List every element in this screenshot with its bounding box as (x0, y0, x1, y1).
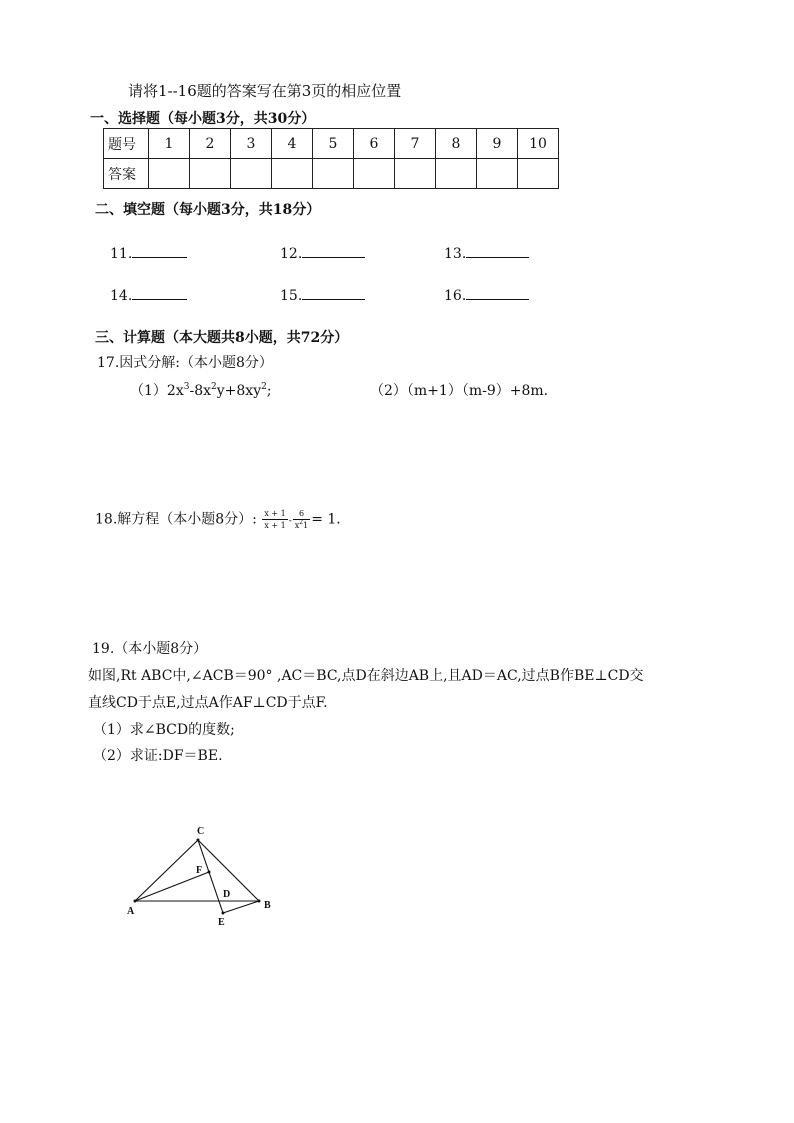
fraction-denominator: x + 1 (264, 521, 286, 530)
label-c: C (197, 826, 205, 837)
segment-eb (223, 901, 259, 913)
question-19-title: 19.（本小题8分） (92, 641, 208, 657)
label-f: F (196, 865, 203, 876)
blank-label: 15. (280, 288, 303, 304)
answer-location-notice: 请将1--16题的答案写在第3页的相应位置 (128, 82, 402, 100)
segment-ac (135, 840, 198, 901)
minus-sign: - (288, 516, 292, 527)
point-f (208, 871, 211, 874)
question-17-part2: （2）（m+1）（m-9）+8m. (370, 383, 549, 399)
blank-label: 14. (110, 288, 133, 304)
section-calc-title: 三、计算题（本大题共8小题，共72分） (95, 330, 349, 346)
expression: $2x^3-8x^2y+8xy^2$; (166, 382, 272, 399)
table-cell-number: 10 (518, 129, 559, 159)
table-cell-number: 1 (149, 129, 190, 159)
fraction-numerator: 6 (293, 508, 310, 520)
label-a: A (127, 906, 135, 917)
table-cell-number: 9 (477, 129, 518, 159)
question-19-problem-line1: 如图,Rt ABC中,∠ACB＝90° ,AC＝BC,点D在斜边AB上,且AD＝AC,过点B作BE⊥CD交 (88, 668, 644, 684)
section-choice-title: 一、选择题（每小题3分，共30分） (90, 111, 316, 127)
segment-af (135, 872, 209, 901)
label-d: D (223, 889, 231, 900)
point-b (258, 900, 261, 903)
segment-ce (198, 840, 223, 913)
table-cell-number: 8 (436, 129, 477, 159)
table-cell-number: 5 (313, 129, 354, 159)
table-cell-number: 7 (395, 129, 436, 159)
table-header-answer: 答案 (104, 159, 149, 189)
point-a (134, 900, 137, 903)
question-17-title: 17.因式分解:（本小题8分） (97, 355, 273, 371)
table-header-number: 题号 (104, 129, 149, 159)
blank-label: 12. (280, 246, 303, 262)
part-label: （1） (130, 383, 167, 399)
question-18-title: 18.解方程（本小题8分）: (95, 511, 257, 528)
question-19-problem-line2: 直线CD于点E,过点A作AF⊥CD于点F. (88, 695, 328, 711)
table-cell-number: 4 (272, 129, 313, 159)
table-cell-number: 6 (354, 129, 395, 159)
table-cell-number: 3 (231, 129, 272, 159)
section-fill-title: 二、填空题（每小题3分，共18分） (95, 202, 321, 218)
blank-label: 11. (110, 246, 133, 262)
equation-rhs: = 1. (311, 511, 341, 528)
fraction-denominator: $x^21$ (294, 519, 309, 530)
question-19-sub1: （1）求∠BCD的度数; (93, 722, 235, 738)
table-cell-number: 2 (190, 129, 231, 159)
question-19-sub2: （2）求证:DF＝BE. (93, 748, 223, 764)
label-e: E (218, 917, 225, 928)
label-b: B (264, 900, 271, 911)
fraction-numerator: x + 1 (264, 509, 286, 518)
blank-label: 13. (444, 246, 467, 262)
point-c (197, 839, 200, 842)
point-e (222, 912, 225, 915)
blank-label: 16. (444, 288, 467, 304)
